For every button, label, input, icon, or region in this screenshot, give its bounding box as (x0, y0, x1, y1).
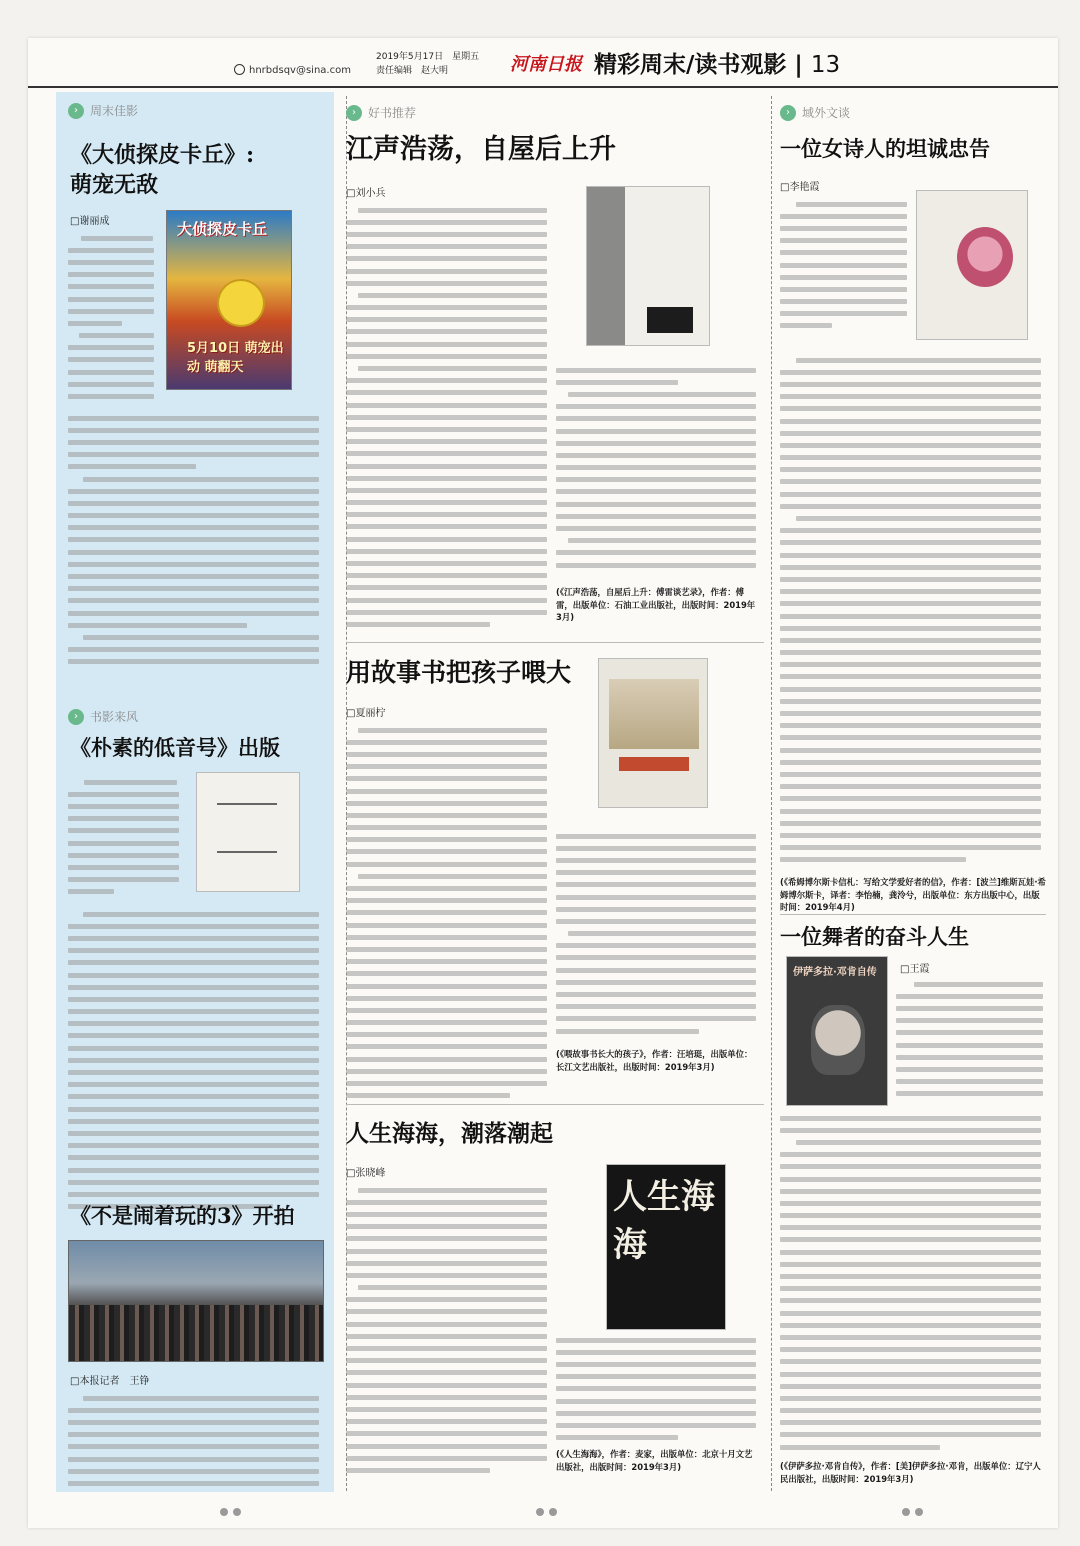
book-cover (196, 772, 300, 892)
article-title: 一位舞者的奋斗人生 (780, 924, 969, 949)
byline: □本报记者 王铮 (70, 1376, 150, 1387)
tag-label: 好书推荐 (368, 106, 417, 120)
tag-foreign-lit (780, 104, 850, 121)
body-text (556, 830, 760, 1060)
article-title: 用故事书把孩子喂大 (346, 658, 572, 687)
byline: □李艳霞 (780, 182, 820, 193)
body-text (68, 776, 184, 906)
cover-title-band (619, 757, 689, 771)
date-block (376, 50, 479, 78)
poster-tagline: 5月10日 萌宠出动 萌翻天 (187, 341, 284, 375)
email-text: hnrbdsqv@sina.com (249, 65, 351, 76)
body-text (896, 978, 1046, 1108)
page-number: 13 (810, 52, 841, 78)
body-text (780, 1112, 1046, 1462)
chevron-icon: › (346, 105, 362, 121)
dot-icon (915, 1508, 923, 1516)
dot-icon (549, 1508, 557, 1516)
portrait-image (957, 227, 1013, 287)
byline: □刘小兵 (346, 188, 386, 199)
title-line-2: 萌宠无敌 (70, 172, 159, 198)
movie-poster (166, 210, 292, 390)
editor-line: 责任编辑 赵大明 (376, 66, 449, 76)
page-indicator (902, 1508, 923, 1516)
tag-weekend-film (68, 102, 138, 119)
book-caption: (《江声浩荡，自屋后上升：傅雷谈艺录》，作者：傅雷，出版单位：石油工业出版社，出版时间：2019年3月) (556, 587, 756, 622)
byline: □谢丽成 (70, 216, 110, 227)
article-title: 江声浩荡，自屋后上升 (346, 134, 616, 165)
article-title: 一位女诗人的坦诚忠告 (780, 136, 990, 161)
body-text (68, 412, 324, 677)
group-photo (68, 1240, 324, 1362)
body-text (68, 1392, 324, 1488)
article-title (70, 140, 330, 200)
dot-icon (233, 1508, 241, 1516)
newspaper-page (28, 38, 1058, 1528)
body-text (346, 1184, 551, 1484)
cover-illustration (609, 679, 699, 749)
body-text (556, 1334, 760, 1454)
page-indicator (536, 1508, 557, 1516)
tag-book-recommend (346, 104, 416, 121)
portrait-image (811, 1005, 865, 1075)
byline: □王霞 (900, 964, 930, 975)
cover-graphic (217, 803, 277, 853)
body-text (556, 364, 760, 584)
tag-label: 书影来风 (90, 710, 139, 724)
cover-spine-band (587, 187, 625, 346)
article-title: 《不是闹着玩的3》开拍 (70, 1203, 295, 1228)
book-caption: (《人生海海》，作者：麦家，出版单位：北京十月文艺出版社，出版时间：2019年3月) (556, 1449, 753, 1472)
body-text (346, 204, 551, 654)
left-column (56, 92, 334, 1492)
book-caption: (《喂故事书长大的孩子》，作者：汪培珽，出版单位：长江文艺出版社，出版时间：2019年3月) (556, 1049, 753, 1072)
tag-film-news (68, 708, 138, 725)
book-cover (786, 956, 888, 1106)
book-cover (916, 190, 1028, 340)
body-text (780, 354, 1046, 874)
byline: □夏丽柠 (346, 708, 386, 719)
page-indicator (220, 1508, 241, 1516)
body-text (346, 724, 551, 1124)
masthead (28, 38, 1058, 88)
tag-label: 周末佳影 (90, 104, 139, 118)
section-divider (346, 1104, 764, 1105)
body-text (68, 232, 158, 412)
email-line (234, 64, 351, 76)
title-line-1: 《大侦探皮卡丘》: (70, 142, 255, 168)
dot-icon (220, 1508, 228, 1516)
tag-label: 域外文谈 (802, 106, 851, 120)
book-caption: (《伊萨多拉·邓肯自传》，作者：[美]伊萨多拉·邓肯，出版单位：辽宁人民出版社，出版时间：2019年3月) (780, 1461, 1041, 1484)
section-divider (780, 914, 1046, 915)
book-cover (586, 186, 710, 346)
poster-title: 大侦探皮卡丘 (177, 220, 268, 238)
email-icon (234, 64, 245, 75)
section-divider (346, 642, 764, 643)
cover-title: 伊萨多拉·邓肯自传 (793, 967, 877, 978)
column-divider (771, 96, 772, 1491)
dot-icon (902, 1508, 910, 1516)
body-text (68, 908, 324, 1228)
cover-graphic (647, 307, 693, 333)
book-cover (598, 658, 708, 808)
book-caption: (《希姆博尔斯卡信札：写给文学爱好者的信》，作者：[波兰]维斯瓦娃·希姆博尔斯卡，译者：李怡楠，龚泠兮，出版单位：东方出版中心，出版时间：2019年4月) (780, 877, 1046, 912)
byline: □张晓峰 (346, 1168, 386, 1179)
article-title: 人生海海，潮落潮起 (346, 1120, 553, 1147)
crowd-image (69, 1305, 324, 1361)
chevron-icon: › (68, 709, 84, 725)
chevron-icon: › (68, 103, 84, 119)
chevron-icon: › (780, 105, 796, 121)
dot-icon (536, 1508, 544, 1516)
cover-title: 人生海海 (613, 1177, 715, 1265)
issue-date: 2019年5月17日 星期五 (376, 52, 480, 62)
section-name: 精彩周末/读书观影 (594, 52, 787, 78)
section-title: 精彩周末/读书观影 | 13 (594, 52, 841, 78)
book-cover (606, 1164, 726, 1330)
article-title: 《朴素的低音号》出版 (70, 735, 280, 760)
newspaper-logo: 河南日报 (510, 54, 582, 75)
pikachu-image (219, 281, 263, 325)
body-text (780, 198, 910, 358)
